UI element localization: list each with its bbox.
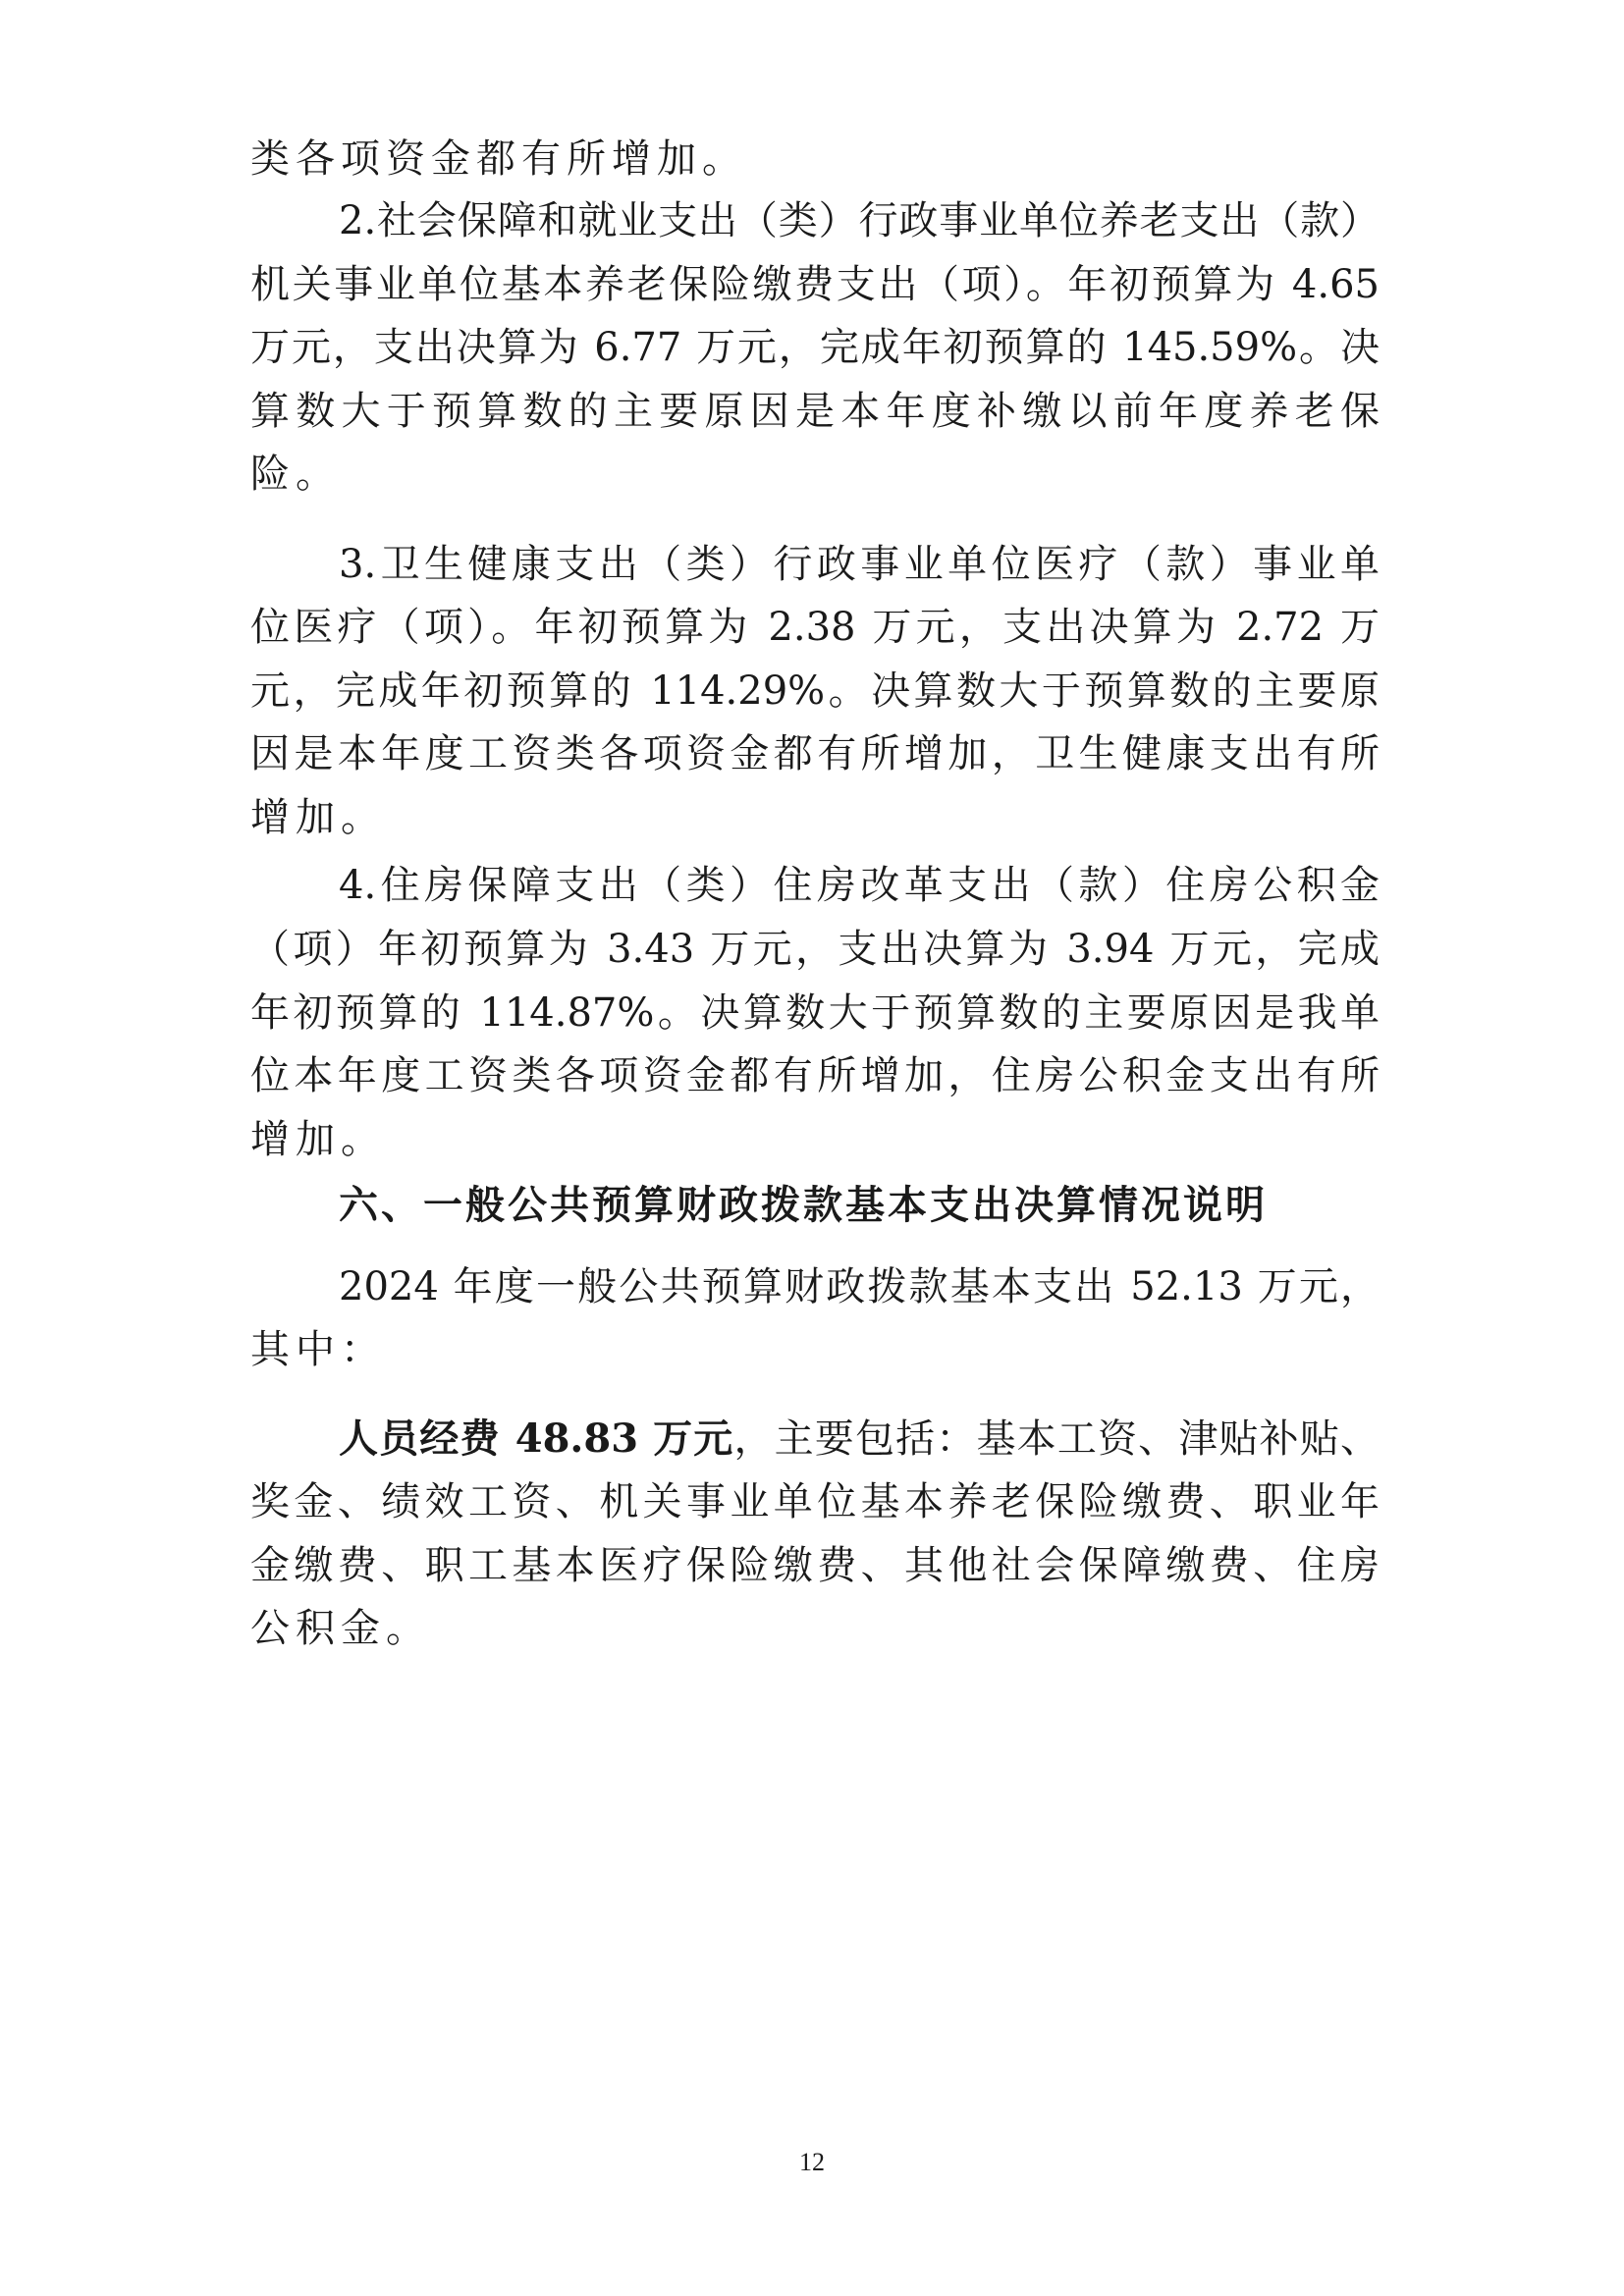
text-line: 其中： [250, 1327, 386, 1372]
text-line: 公积金。 [250, 1606, 431, 1651]
page-number: 12 [799, 2148, 825, 2176]
text-line: 2.社会保障和就业支出（类）行政事业单位养老支出（款） [339, 198, 1380, 243]
text-line: 元，完成年初预算的 114.29%。决算数大于预算数的主要原 [250, 668, 1380, 714]
text-line: 2024 年度一般公共预算财政拨款基本支出 52.13 万元， [339, 1264, 1380, 1309]
text-line: 位本年度工资类各项资金都有所增加，住房公积金支出有所 [250, 1053, 1380, 1098]
text-line: 万元，支出决算为 6.77 万元，完成年初预算的 145.59%。决 [250, 325, 1380, 370]
text-line: 类各项资金都有所增加。 [250, 136, 747, 182]
text-line: 金缴费、职工基本医疗保险缴费、其他社会保障缴费、住房 [250, 1543, 1380, 1588]
text-line: 因是本年度工资类各项资金都有所增加，卫生健康支出有所 [250, 731, 1380, 776]
text-line: 算数大于预算数的主要原因是本年度补缴以前年度养老保 [250, 389, 1380, 434]
text-line: 位医疗（项）。年初预算为 2.38 万元，支出决算为 2.72 万 [250, 605, 1380, 650]
text-line: 3.卫生健康支出（类）行政事业单位医疗（款）事业单 [339, 542, 1380, 587]
text-line: 增加。 [250, 1117, 386, 1162]
section-heading: 六、一般公共预算财政拨款基本支出决算情况说明 [339, 1182, 1268, 1228]
text-line: 年初预算的 114.87%。决算数大于预算数的主要原因是我单 [250, 990, 1380, 1036]
text-line: 4.住房保障支出（类）住房改革支出（款）住房公积金 [339, 863, 1380, 908]
text-line: 增加。 [250, 795, 386, 840]
text-line [339, 1415, 1380, 1464]
text-line: 机关事业单位基本养老保险缴费支出（项）。年初预算为 4.65 [250, 262, 1380, 307]
text-line: 险。 [250, 452, 341, 497]
text-line: 奖金、绩效工资、机关事业单位基本养老保险缴费、职业年 [250, 1479, 1380, 1524]
text-line: （项）年初预算为 3.43 万元，支出决算为 3.94 万元，完成 [250, 927, 1380, 972]
text-span: ，主要包括：基本工资、津贴补贴、 [733, 1416, 1380, 1462]
bold-phrase: 人员经费 48.83 万元 [339, 1415, 734, 1462]
